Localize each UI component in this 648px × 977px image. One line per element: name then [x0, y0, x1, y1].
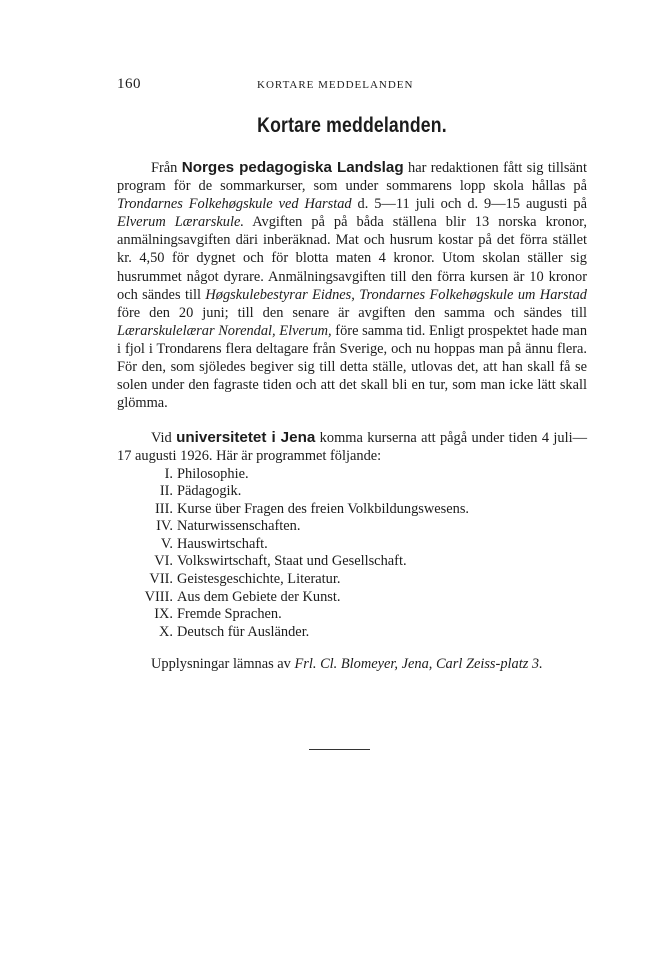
programme-numeral: V.	[160, 535, 173, 552]
text-run: Avgiften på på båda ställena blir 13 norska kronor, anmälningsavgiften däri inberäknad. Mat och husrum kostar på det förra stället kr. 4,50 för dygnet och för blotta maten 4 kronor. Utom skolan ställer sig husrummet något dyrare. Anmälningsavgiften till den förra kursen är 10 kronor och sändes till	[117, 214, 587, 303]
article-title: Kortare meddelanden.	[257, 114, 447, 137]
contact-blomeyer: Frl. Cl. Blomeyer, Jena, Carl Zeiss-platz 3.	[294, 656, 543, 673]
programme-item	[117, 536, 587, 554]
university-name: universitetet i Jena	[176, 429, 316, 447]
contact-eidnes: Høgskulebestyrar Eidnes, Trondarnes Folkehøgskule um Harstad	[205, 286, 587, 303]
programme-numeral: II.	[159, 483, 173, 500]
programme-text: Geistesgeschichte, Literatur.	[177, 571, 341, 588]
programme-item	[117, 483, 587, 501]
organisation-name: Norges pedagogiska Landslag	[181, 159, 404, 176]
programme-item	[117, 501, 587, 519]
programme-text: Hauswirtschaft.	[177, 535, 268, 552]
programme-text: Pädagogik.	[177, 483, 242, 500]
running-head	[117, 76, 587, 96]
school-name-elverum: Elverum Lærarskule.	[117, 214, 244, 231]
programme-text: Fremde Sprachen.	[177, 606, 282, 623]
programme-text: Deutsch für Ausländer.	[177, 623, 310, 640]
programme-numeral: IV.	[156, 518, 173, 535]
text-run: komma kurserna att pågå under tiden 4 juli—17 augusti 1926. Här är programmet följande:	[117, 430, 587, 465]
text-run: d. 5—11 juli och d. 9—15 augusti på	[351, 196, 587, 213]
running-title: KORTARE MEDDELANDEN	[257, 79, 414, 91]
programme-numeral: IX.	[154, 606, 173, 623]
page-number: 160	[117, 76, 141, 92]
spacer	[117, 641, 587, 655]
closing-rule	[309, 749, 370, 750]
school-name-harstad: Trondarnes Folkehøgskule ved Harstad	[117, 196, 352, 213]
programme-item	[117, 624, 587, 642]
programme-item	[117, 589, 587, 607]
page	[117, 76, 587, 674]
text-run: har redaktionen fått sig tillsänt program för de sommarkurser, som under sommarens lopp skola hållas på	[117, 160, 587, 195]
programme-item	[117, 571, 587, 589]
text-run: före den 20 juni; till den senare är avgiften den samma och sändes till	[117, 304, 587, 321]
programme-numeral: VIII.	[144, 588, 173, 605]
programme-numeral: III.	[155, 500, 173, 517]
paragraph-contact	[117, 655, 587, 673]
programme-item	[117, 606, 587, 624]
programme-text: Kurse über Fragen des freien Volkbildungswesens.	[177, 500, 470, 517]
programme-item	[117, 518, 587, 536]
programme-numeral: X.	[159, 623, 173, 640]
paragraph-norges-landslag	[117, 159, 587, 412]
contact-norendal: Lærarskulelærar Norendal, Elverum,	[117, 322, 332, 339]
paragraph-jena	[117, 429, 587, 465]
programme-numeral: I.	[164, 465, 173, 482]
programme-item	[117, 466, 587, 484]
programme-item	[117, 553, 587, 571]
text-run: Från	[151, 160, 182, 176]
programme-text: Philosophie.	[177, 465, 249, 482]
spacer	[117, 412, 587, 429]
programme-text: Aus dem Gebiete der Kunst.	[177, 588, 341, 605]
programme-text: Naturwissenschaften.	[177, 518, 301, 535]
programme-numeral: VI.	[154, 553, 173, 570]
text-run: före samma tid. Enligt prospektet hade man i fjol i Trondarens flera deltagare från Sverige, och nu hoppas man på ännu flera. För den, som sjöledes begiver sig till detta ställe, utlovas det, att han skall få se solen under den fagraste tiden och att det skall bli en tur, som man icke lätt skall glömma.	[117, 322, 588, 412]
programme-list	[117, 466, 587, 642]
programme-text: Volkswirtschaft, Staat und Gesellschaft.	[177, 553, 407, 570]
programme-numeral: VII.	[149, 571, 173, 588]
text-run: Upplysningar lämnas av	[151, 656, 295, 673]
text-run: Vid	[151, 430, 177, 447]
